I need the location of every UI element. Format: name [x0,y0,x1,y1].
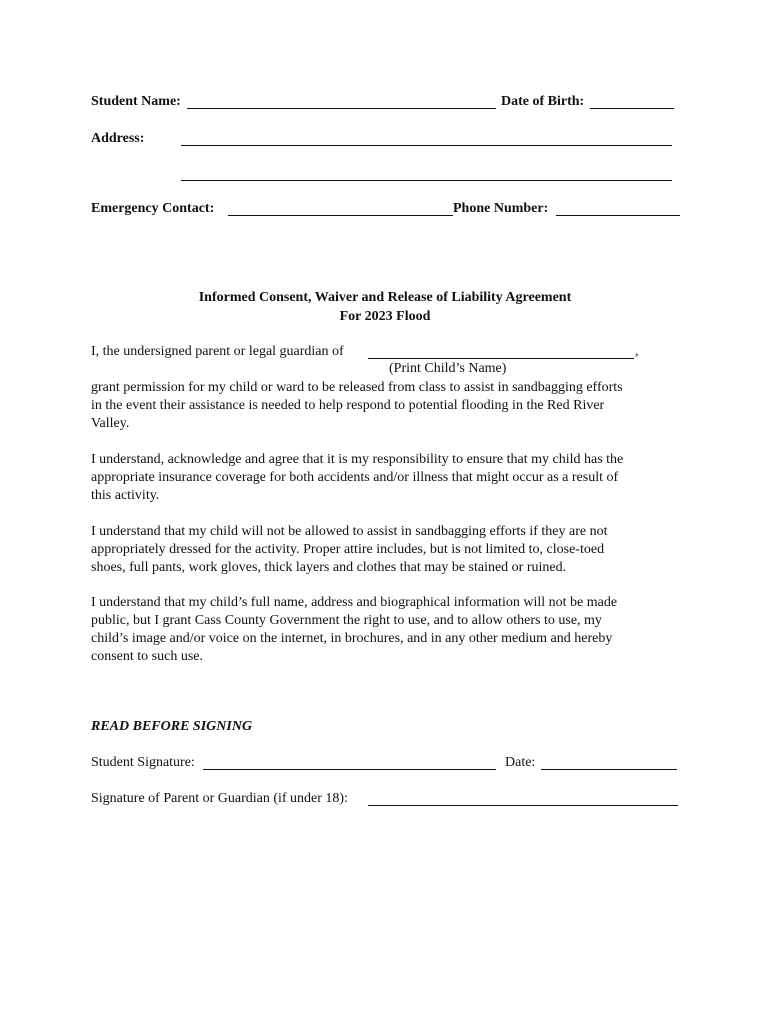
parent-signature-field[interactable] [368,805,678,806]
dob-field[interactable] [590,108,674,109]
paragraph-insurance [91,451,671,505]
paragraph-line: I understand, acknowledge and agree that it is my responsibility to ensure that my child has the [91,452,624,467]
paragraph-line: child’s image and/or voice on the internet, in brochures, and in any other medium and hereby [91,631,613,646]
intro-comma: , [635,344,639,359]
paragraph-line: grant permission for my child or ward to be released from class to assist in sandbagging efforts [91,380,623,395]
address-field-line2[interactable] [181,180,672,181]
address-field-line1[interactable] [181,145,672,146]
paragraph-line: this activity. [91,488,160,503]
paragraph-line: shoes, full pants, work gloves, thick layers and clothes that may be stained or ruined. [91,560,567,575]
paragraph-line: Valley. [91,416,130,431]
paragraph-permission [91,379,671,433]
date-label: Date: [505,755,536,770]
paragraph-attire [91,523,671,577]
emergency-contact-field[interactable] [228,215,453,216]
address-label: Address: [91,131,145,146]
phone-number-label: Phone Number: [453,201,549,216]
student-signature-label: Student Signature: [91,755,195,770]
emergency-contact-label: Emergency Contact: [91,201,215,216]
document-subtitle: For 2023 Flood [339,309,431,324]
phone-number-field[interactable] [556,215,680,216]
student-name-field[interactable] [187,108,496,109]
child-name-caption: (Print Child’s Name) [389,361,507,376]
paragraph-line: appropriate insurance coverage for both accidents and/or illness that might occur as a result of [91,470,619,485]
paragraph-line: appropriately dressed for the activity. Proper attire includes, but is not limited to, close-toed [91,542,605,557]
read-before-signing-heading: READ BEFORE SIGNING [91,719,253,734]
paragraph-line: I understand that my child will not be allowed to assist in sandbagging efforts if they are not [91,524,608,539]
document-title: Informed Consent, Waiver and Release of Liability Agreement [198,290,572,305]
paragraph-media-release [91,594,671,666]
consent-intro: I, the undersigned parent or legal guardian of [91,344,344,359]
paragraph-line: consent to such use. [91,649,203,664]
student-signature-field[interactable] [203,769,496,770]
date-field[interactable] [541,769,677,770]
paragraph-line: I understand that my child’s full name, address and biographical information will not be made [91,595,618,610]
parent-signature-label: Signature of Parent or Guardian (if under 18): [91,791,348,806]
dob-label: Date of Birth: [501,94,585,109]
child-name-field[interactable] [368,358,634,359]
paragraph-line: public, but I grant Cass County Government the right to use, and to allow others to use, my [91,613,602,628]
student-name-label: Student Name: [91,94,181,109]
paragraph-line: in the event their assistance is needed to help respond to potential flooding in the Red River [91,398,605,413]
